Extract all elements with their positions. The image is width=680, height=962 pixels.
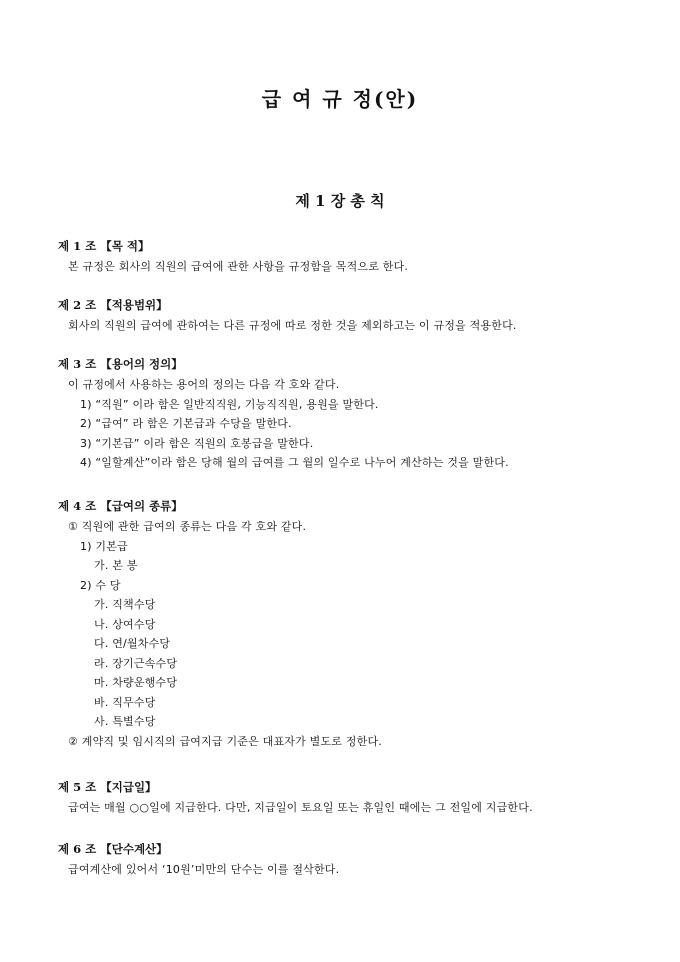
sub-item: 라. 장기근속수당 xyxy=(94,656,178,670)
article-heading: 제 3 조 【용어의 정의】 xyxy=(58,357,183,371)
sub-item: 나. 상여수당 xyxy=(94,617,156,631)
sub-item: 사. 특별수당 xyxy=(94,715,156,728)
sub-item: 다. 연/월차수당 xyxy=(94,637,171,650)
article-heading: 제 6 조 【단수계산】 xyxy=(58,842,168,856)
article-3 xyxy=(58,353,658,473)
article-heading: 제 2 조 【적용범위】 xyxy=(58,298,168,312)
article-text: 회사의 직원의 급여에 관하여는 다른 규정에 따로 정한 것을 제외하고는 이 규정을 적용한다. xyxy=(68,319,517,332)
article-text: 이 규정에서 사용하는 용어의 정의는 다음 각 호와 같다. xyxy=(68,378,340,391)
sub-item: 가. 직책수당 xyxy=(94,598,156,611)
article-heading: 제 5 조 【지급일】 xyxy=(58,780,157,794)
article-6 xyxy=(58,838,658,880)
list-item: 1) 기본급 xyxy=(80,539,128,553)
article-text: 본 규정은 회사의 직원의 급여에 관한 사항을 규정함을 목적으로 한다. xyxy=(68,260,409,273)
article-4 xyxy=(58,495,658,751)
article-heading: 제 4 조 【급여의 종류】 xyxy=(58,499,183,513)
definition-item: 4) “일할계산”이라 함은 당해 월의 급여를 그 월의 일수로 나누어 계산하는 것을 말한다. xyxy=(80,456,509,469)
sub-item: 마. 차량운행수당 xyxy=(94,676,178,689)
article-heading: 제 1 조 【목 적】 xyxy=(58,239,150,253)
definition-item: 3) “기본급” 이라 함은 직원의 호봉급을 말한다. xyxy=(80,436,314,450)
list-item: 2) 수 당 xyxy=(80,578,121,592)
paragraph-1: ① 직원에 관한 급여의 종류는 다음 각 호와 같다. xyxy=(68,520,307,533)
article-text: 급여계산에 있어서 ‘10원’미만의 단수는 이를 절삭한다. xyxy=(68,863,340,876)
article-5 xyxy=(58,776,658,818)
sub-item: 가. 본 봉 xyxy=(94,559,138,572)
paragraph-2: ② 계약직 및 임시직의 급여지급 기준은 대표자가 별도로 정한다. xyxy=(68,734,382,748)
chapter-title: 제 1 장 총 칙 xyxy=(295,192,385,210)
document-title: 급 여 규 정(안) xyxy=(261,87,419,111)
article-1 xyxy=(58,235,658,277)
article-text: 급여는 매월 ○○일에 지급한다. 다만, 지급일이 토요일 또는 휴일인 때에는 그 전일에 지급한다. xyxy=(68,801,533,814)
definition-item: 1) “직원” 이라 함은 일반직직원, 기능직직원, 용원을 말한다. xyxy=(80,397,379,411)
sub-item: 바. 직무수당 xyxy=(94,695,156,709)
article-2 xyxy=(58,294,658,336)
definition-item: 2) “급여” 라 함은 기본급과 수당을 말한다. xyxy=(80,417,292,430)
